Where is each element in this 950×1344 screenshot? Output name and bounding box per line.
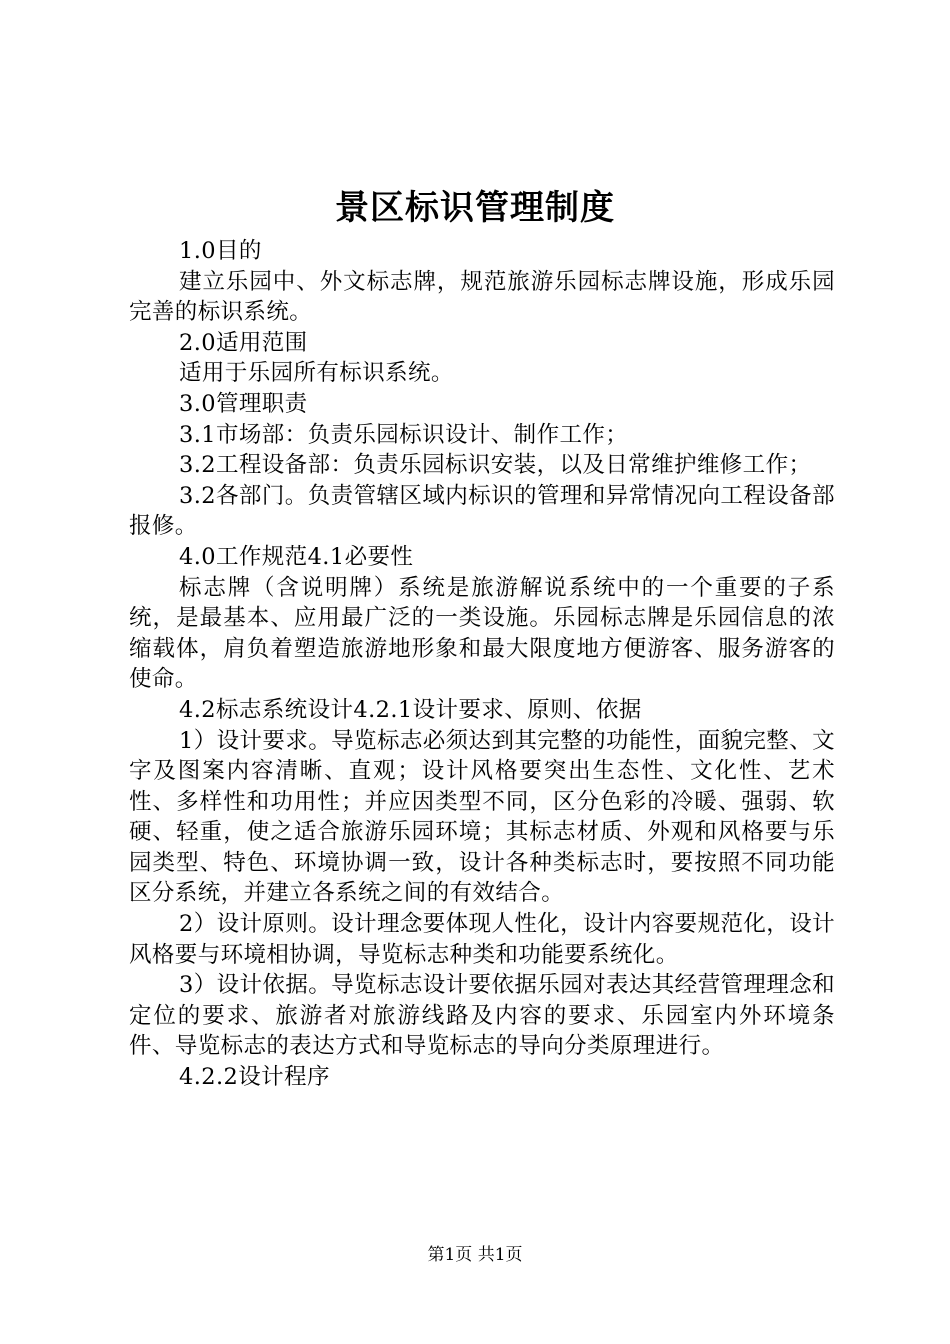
section-heading-work-standards: 4.0工作规范4.1必要性 [179, 543, 414, 570]
paragraph-marketing-dept: 3.1市场部：负责乐园标识设计、制作工作； [179, 421, 629, 448]
section-heading-responsibilities: 3.0管理职责 [179, 390, 308, 417]
paragraph-engineering-dept: 3.2工程设备部：负责乐园标识安装，以及日常维护维修工作； [179, 452, 812, 479]
paragraph-scope: 适用于乐园所有标识系统。 [179, 360, 454, 387]
section-heading-purpose: 1.0目的 [179, 238, 262, 264]
paragraph-all-depts: 3.2各部门。负责管辖区域内标识的管理和异常情况向工程设备部报修。 [129, 482, 835, 540]
section-heading-scope: 2.0适用范围 [179, 329, 308, 356]
paragraph-design-principles: 2）设计原则。设计理念要体现人性化，设计内容要规范化，设计风格要与环境相协调，导览标志种类和功能要系统化。 [129, 911, 835, 968]
paragraph-design-basis: 3）设计依据。导览标志设计要依据乐园对表达其经营管理理念和定位的要求、旅游者对旅游线路及内容的要求、乐园室内外环境条件、导览标志的表达方式和导览标志的导向分类原理进行。 [129, 972, 835, 1060]
section-heading-sign-design: 4.2标志系统设计4.2.1设计要求、原则、依据 [179, 696, 642, 723]
paragraph-design-requirements: 1）设计要求。导览标志必须达到其完整的功能性，面貌完整、文字及图案内容清晰、直观；设计风格要突出生态性、文化性、艺术性、多样性和功用性；并应因类型不同，区分色彩的冷暖、强弱、软硬、轻重，使之适合旅游乐园环境；其标志材质、外观和风格要与乐园类型、特色、环境协调一致，设计各种类标志时，要按照不同功能区分系统，并建立各系统之间的有效结合。 [129, 727, 835, 907]
document-title: 景区标识管理制度 [335, 188, 615, 228]
document-body [129, 236, 835, 1093]
section-heading-design-procedure: 4.2.2设计程序 [179, 1064, 330, 1091]
paragraph-necessity: 标志牌（含说明牌）系统是旅游解说系统中的一个重要的子系统，是最基本、应用最广泛的一类设施。乐园标志牌是乐园信息的浓缩载体，肩负着塑造旅游地形象和最大限度地方便游客、服务游客的使命。 [129, 574, 835, 693]
paragraph-purpose: 建立乐园中、外文标志牌，规范旅游乐园标志牌设施，形成乐园完善的标识系统。 [129, 268, 835, 326]
page-footer: 第1页 共1页 [427, 1245, 523, 1265]
